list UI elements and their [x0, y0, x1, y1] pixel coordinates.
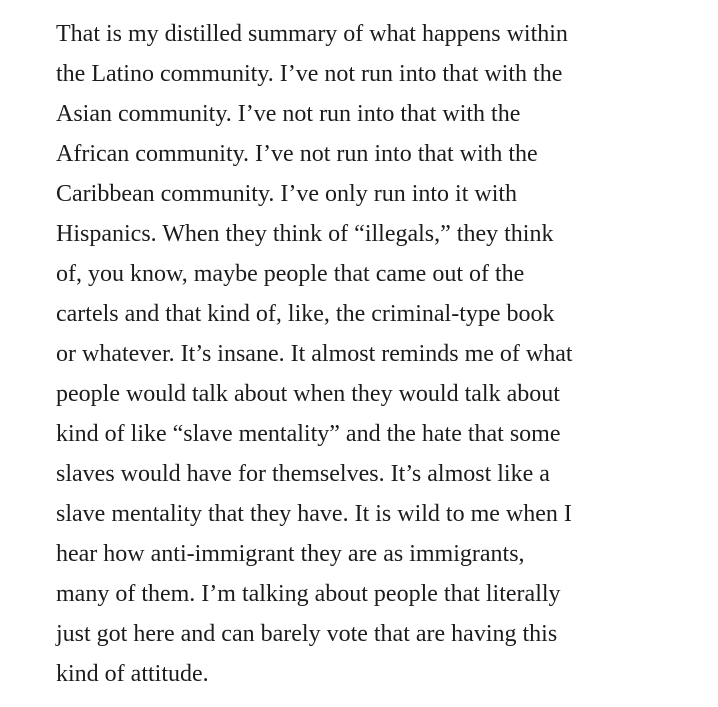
paragraph-line: people would talk about when they would talk about — [56, 381, 560, 407]
paragraph-line: slave mentality that they have. It is wild to me when I — [56, 501, 572, 527]
paragraph-line: Hispanics. When they think of “illegals,” they think — [56, 221, 554, 247]
paragraph-line: That is my distilled summary of what happens within — [56, 21, 568, 47]
paragraph-line: the Latino community. I’ve not run into that with the — [56, 61, 563, 87]
paragraph-line: Asian community. I’ve not run into that with the — [56, 101, 521, 127]
quote-paragraph — [56, 14, 696, 694]
paragraph-line: hear how anti-immigrant they are as immigrants, — [56, 541, 525, 567]
paragraph-line: many of them. I’m talking about people that literally — [56, 581, 561, 607]
paragraph-line: or whatever. It’s insane. It almost reminds me of what — [56, 341, 573, 367]
paragraph-line: kind of like “slave mentality” and the hate that some — [56, 421, 561, 447]
paragraph-line: just got here and can barely vote that are having this — [56, 621, 558, 647]
paragraph-line: kind of attitude. — [56, 661, 209, 687]
paragraph-line: cartels and that kind of, like, the criminal-type book — [56, 301, 555, 327]
paragraph-line: slaves would have for themselves. It’s almost like a — [56, 461, 550, 487]
paragraph-line: African community. I’ve not run into that with the — [56, 141, 538, 167]
paragraph-line: of, you know, maybe people that came out of the — [56, 261, 525, 287]
paragraph-line: Caribbean community. I’ve only run into it with — [56, 181, 518, 207]
